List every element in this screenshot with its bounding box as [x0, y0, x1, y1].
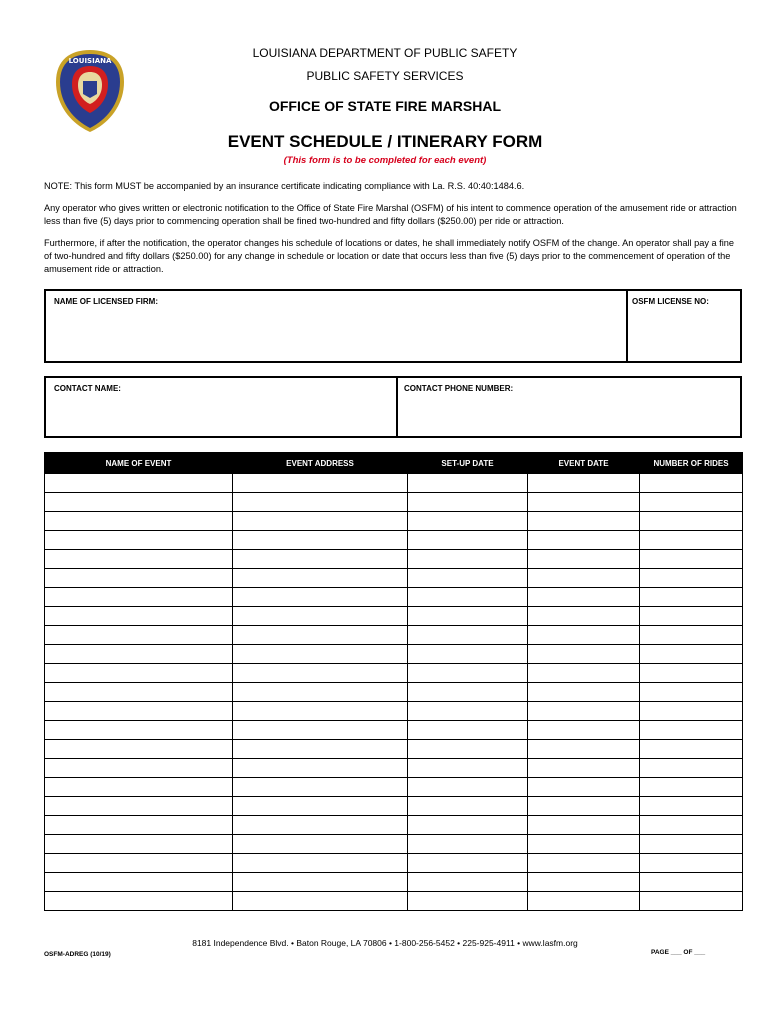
table-cell[interactable] [528, 664, 640, 683]
table-cell[interactable] [528, 778, 640, 797]
table-cell[interactable] [640, 645, 743, 664]
table-cell[interactable] [640, 702, 743, 721]
table-cell[interactable] [408, 550, 528, 569]
table-cell[interactable] [528, 626, 640, 645]
table-cell[interactable] [408, 854, 528, 873]
license-no-field[interactable] [628, 291, 740, 361]
table-cell[interactable] [408, 721, 528, 740]
table-cell[interactable] [528, 873, 640, 892]
table-cell[interactable] [45, 664, 233, 683]
table-cell[interactable] [233, 645, 408, 664]
table-cell[interactable] [233, 873, 408, 892]
table-row [45, 835, 743, 854]
table-cell[interactable] [233, 740, 408, 759]
table-cell[interactable] [528, 569, 640, 588]
table-cell[interactable] [45, 740, 233, 759]
note-paragraph: NOTE: This form MUST be accompanied by an insurance certificate indicating compliance with La. R.S. 40:40:1484.6. [44, 181, 525, 191]
table-cell[interactable] [528, 835, 640, 854]
table-cell[interactable] [528, 759, 640, 778]
table-cell[interactable] [640, 854, 743, 873]
table-cell[interactable] [408, 588, 528, 607]
table-cell[interactable] [528, 702, 640, 721]
contact-info-box [44, 376, 742, 438]
table-row [45, 816, 743, 835]
table-cell[interactable] [233, 835, 408, 854]
licensed-firm-field[interactable] [46, 291, 628, 361]
table-cell[interactable] [528, 474, 640, 493]
services-name: PUBLIC SAFETY SERVICES [306, 69, 464, 83]
table-cell[interactable] [233, 664, 408, 683]
table-cell[interactable] [640, 626, 743, 645]
col-name-of-event: NAME OF EVENT [45, 453, 233, 474]
table-cell[interactable] [528, 493, 640, 512]
table-cell[interactable] [640, 493, 743, 512]
table-cell[interactable] [233, 759, 408, 778]
table-cell[interactable] [408, 493, 528, 512]
col-event-date: EVENT DATE [528, 453, 640, 474]
table-header-row [45, 453, 743, 474]
table-cell[interactable] [233, 531, 408, 550]
table-cell[interactable] [528, 892, 640, 911]
footer-address: 8181 Independence Blvd. • Baton Rouge, LA 70806 • 1-800-256-5452 • 225-925-4911 • www.lasfm.org [192, 938, 578, 948]
table-row [45, 607, 743, 626]
table-cell[interactable] [640, 683, 743, 702]
table-cell[interactable] [408, 873, 528, 892]
table-cell[interactable] [233, 721, 408, 740]
form-subtitle: (This form is to be completed for each event) [283, 155, 487, 166]
table-row [45, 474, 743, 493]
table-row [45, 626, 743, 645]
table-cell[interactable] [233, 607, 408, 626]
table-row [45, 493, 743, 512]
table-cell[interactable] [408, 512, 528, 531]
table-cell[interactable] [640, 816, 743, 835]
license-no-label: OSFM LICENSE NO: [632, 297, 709, 306]
table-cell[interactable] [640, 740, 743, 759]
table-cell[interactable] [408, 797, 528, 816]
table-cell[interactable] [640, 550, 743, 569]
table-row [45, 683, 743, 702]
table-cell[interactable] [408, 892, 528, 911]
firm-info-box [44, 289, 742, 363]
contact-name-field[interactable] [46, 378, 398, 436]
form-id: OSFM-ADREG (10/19) [44, 951, 111, 958]
table-cell[interactable] [640, 607, 743, 626]
table-cell[interactable] [233, 892, 408, 911]
table-cell[interactable] [45, 759, 233, 778]
table-cell[interactable] [45, 892, 233, 911]
contact-phone-label: CONTACT PHONE NUMBER: [404, 384, 514, 393]
table-cell[interactable] [45, 683, 233, 702]
table-cell[interactable] [528, 588, 640, 607]
licensed-firm-label: NAME OF LICENSED FIRM: [54, 297, 158, 306]
table-row [45, 664, 743, 683]
table-row [45, 588, 743, 607]
table-cell[interactable] [233, 493, 408, 512]
table-cell[interactable] [233, 626, 408, 645]
table-cell[interactable] [233, 512, 408, 531]
table-cell[interactable] [640, 474, 743, 493]
table-cell[interactable] [45, 797, 233, 816]
table-cell[interactable] [528, 607, 640, 626]
table-cell[interactable] [45, 550, 233, 569]
table-cell[interactable] [640, 721, 743, 740]
table-cell[interactable] [528, 797, 640, 816]
table-cell[interactable] [640, 873, 743, 892]
table-cell[interactable] [528, 683, 640, 702]
table-cell[interactable] [640, 835, 743, 854]
table-cell[interactable] [45, 588, 233, 607]
table-cell[interactable] [408, 664, 528, 683]
table-cell[interactable] [640, 778, 743, 797]
table-cell[interactable] [640, 512, 743, 531]
table-cell[interactable] [528, 531, 640, 550]
table-row [45, 512, 743, 531]
furthermore-paragraph: Furthermore, if after the notification, the operator changes his schedule of locations or dates, he shall immediately notify OSFM of the change. An operator shall pay a fine of two-hundred and fifty dollars ($250.00) for any change in schedule or location or date that occurs less than five (5) days prior to the commencement of operation of the amusement ride or attraction. [44, 238, 734, 274]
table-cell[interactable] [408, 835, 528, 854]
table-cell[interactable] [45, 474, 233, 493]
table-row [45, 531, 743, 550]
table-cell[interactable] [45, 835, 233, 854]
table-row [45, 740, 743, 759]
table-row [45, 550, 743, 569]
table-cell[interactable] [408, 645, 528, 664]
table-row [45, 721, 743, 740]
table-body [45, 474, 743, 911]
col-event-address: EVENT ADDRESS [233, 453, 408, 474]
table-cell[interactable] [408, 702, 528, 721]
table-row [45, 759, 743, 778]
table-cell[interactable] [233, 550, 408, 569]
page-number[interactable]: PAGE ___ OF ___ [651, 949, 706, 956]
table-cell[interactable] [640, 759, 743, 778]
col-number-of-rides: NUMBER OF RIDES [640, 453, 743, 474]
table-cell[interactable] [640, 797, 743, 816]
table-cell[interactable] [528, 550, 640, 569]
table-cell[interactable] [233, 816, 408, 835]
table-row [45, 778, 743, 797]
table-row [45, 702, 743, 721]
table-row [45, 645, 743, 664]
operator-paragraph: Any operator who gives written or electronic notification to the Office of State Fire Marshal (OSFM) of his intent to commence operation of the amusement ride or attraction less than five (5) days prior to commencing operation shall be fined two-hundred and fifty dollars ($250.00) per ride or attraction. [44, 203, 737, 226]
form-title: EVENT SCHEDULE / ITINERARY FORM [227, 132, 543, 151]
table-cell[interactable] [233, 778, 408, 797]
table-cell[interactable] [528, 854, 640, 873]
table-cell[interactable] [45, 816, 233, 835]
table-cell[interactable] [640, 892, 743, 911]
table-row [45, 854, 743, 873]
table-cell[interactable] [408, 683, 528, 702]
table-cell[interactable] [408, 626, 528, 645]
table-cell[interactable] [528, 645, 640, 664]
table-cell[interactable] [408, 740, 528, 759]
table-cell[interactable] [408, 607, 528, 626]
table-cell[interactable] [408, 778, 528, 797]
table-cell[interactable] [233, 569, 408, 588]
table-cell[interactable] [45, 569, 233, 588]
table-cell[interactable] [45, 702, 233, 721]
table-row [45, 892, 743, 911]
table-cell[interactable] [640, 664, 743, 683]
table-cell[interactable] [528, 816, 640, 835]
table-cell[interactable] [45, 531, 233, 550]
table-cell[interactable] [528, 740, 640, 759]
table-cell[interactable] [233, 854, 408, 873]
table-cell[interactable] [233, 702, 408, 721]
table-cell[interactable] [640, 531, 743, 550]
table-cell[interactable] [45, 607, 233, 626]
table-cell[interactable] [233, 588, 408, 607]
table-cell[interactable] [233, 474, 408, 493]
table-cell[interactable] [528, 512, 640, 531]
table-row [45, 797, 743, 816]
osfm-seal-logo [52, 48, 128, 134]
table-cell[interactable] [45, 854, 233, 873]
table-cell[interactable] [45, 873, 233, 892]
table-cell[interactable] [408, 474, 528, 493]
table-cell[interactable] [45, 721, 233, 740]
table-cell[interactable] [408, 816, 528, 835]
contact-phone-field[interactable] [398, 378, 740, 436]
col-setup-date: SET-UP DATE [408, 453, 528, 474]
table-cell[interactable] [408, 759, 528, 778]
table-row [45, 873, 743, 892]
table-cell[interactable] [233, 797, 408, 816]
table-cell[interactable] [45, 778, 233, 797]
table-cell[interactable] [233, 683, 408, 702]
table-cell[interactable] [408, 569, 528, 588]
table-cell[interactable] [45, 626, 233, 645]
table-cell[interactable] [528, 721, 640, 740]
table-cell[interactable] [45, 512, 233, 531]
table-cell[interactable] [408, 531, 528, 550]
table-row [45, 569, 743, 588]
event-schedule-table [44, 452, 743, 911]
table-cell[interactable] [45, 493, 233, 512]
seal-top-text: LOUISIANA [68, 57, 112, 65]
office-name: OFFICE OF STATE FIRE MARSHAL [268, 98, 502, 114]
contact-name-label: CONTACT NAME: [54, 384, 121, 393]
table-cell[interactable] [640, 569, 743, 588]
department-name: LOUISIANA DEPARTMENT OF PUBLIC SAFETY [252, 46, 518, 60]
table-cell[interactable] [640, 588, 743, 607]
table-cell[interactable] [45, 645, 233, 664]
